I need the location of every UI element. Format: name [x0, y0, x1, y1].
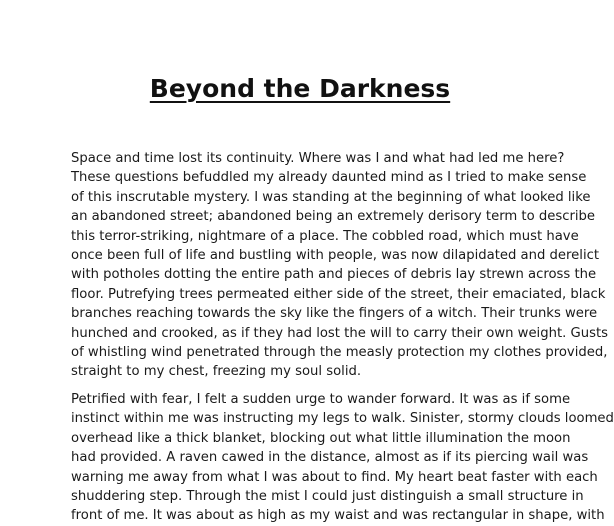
- paragraph-line: of this inscrutable mystery. I was standing at the beginning of what looked like: [71, 189, 591, 205]
- paragraph-line: Petrified with fear, I felt a sudden urge to wander forward. It was as if some: [71, 392, 571, 407]
- paragraph-line: shuddering step. Through the mist I could just distinguish a small structure in: [71, 489, 584, 505]
- paragraph-line: overhead like a thick blanket, blocking out what little illumination the moon: [71, 430, 571, 446]
- paragraph-line: floor. Putrefying trees permeated either side of the street, their emaciated, black: [71, 286, 606, 302]
- paragraph-line: instinct within me was instructing my legs to walk. Sinister, stormy clouds loomed: [71, 411, 614, 427]
- paragraph-line: straight to my chest, freezing my soul solid.: [71, 364, 362, 380]
- paragraph-line: warning me away from what I was about to find. My heart beat faster with each: [71, 469, 598, 485]
- document-title-text: Beyond the Darkness: [149, 74, 451, 103]
- paragraph-line: an abandoned street; abandoned being an extremely derisory term to describe: [71, 209, 596, 225]
- paragraph-1: [71, 149, 608, 382]
- paragraph-line: had provided. A raven cawed in the distance, almost as if its piercing wail was: [71, 450, 589, 466]
- document-title: [0, 72, 600, 106]
- paragraph-line: front of me. It was about as high as my waist and was rectangular in shape, with: [71, 508, 605, 524]
- paragraph-line: Space and time lost its continuity. Where was I and what had led me here?: [71, 151, 565, 166]
- paragraph-line: branches reaching towards the sky like the fingers of a witch. Their trunks were: [71, 306, 598, 322]
- paragraph-line: hunched and crooked, as if they had lost the will to carry their own weight. Gusts: [71, 325, 608, 341]
- paragraph-line: These questions befuddled my already daunted mind as I tried to make sense: [71, 170, 587, 186]
- paragraph-line: once been full of life and bustling with people, was now dilapidated and derelict: [71, 248, 600, 264]
- paragraph-line: this terror-striking, nightmare of a place. The cobbled road, which must have: [71, 228, 579, 244]
- paragraph-line: with potholes dotting the entire path and pieces of debris lay strewn across the: [71, 267, 597, 283]
- paragraph-line: of whistling wind penetrated through the measly protection my clothes provided,: [71, 345, 608, 361]
- paragraph-2: [71, 390, 614, 526]
